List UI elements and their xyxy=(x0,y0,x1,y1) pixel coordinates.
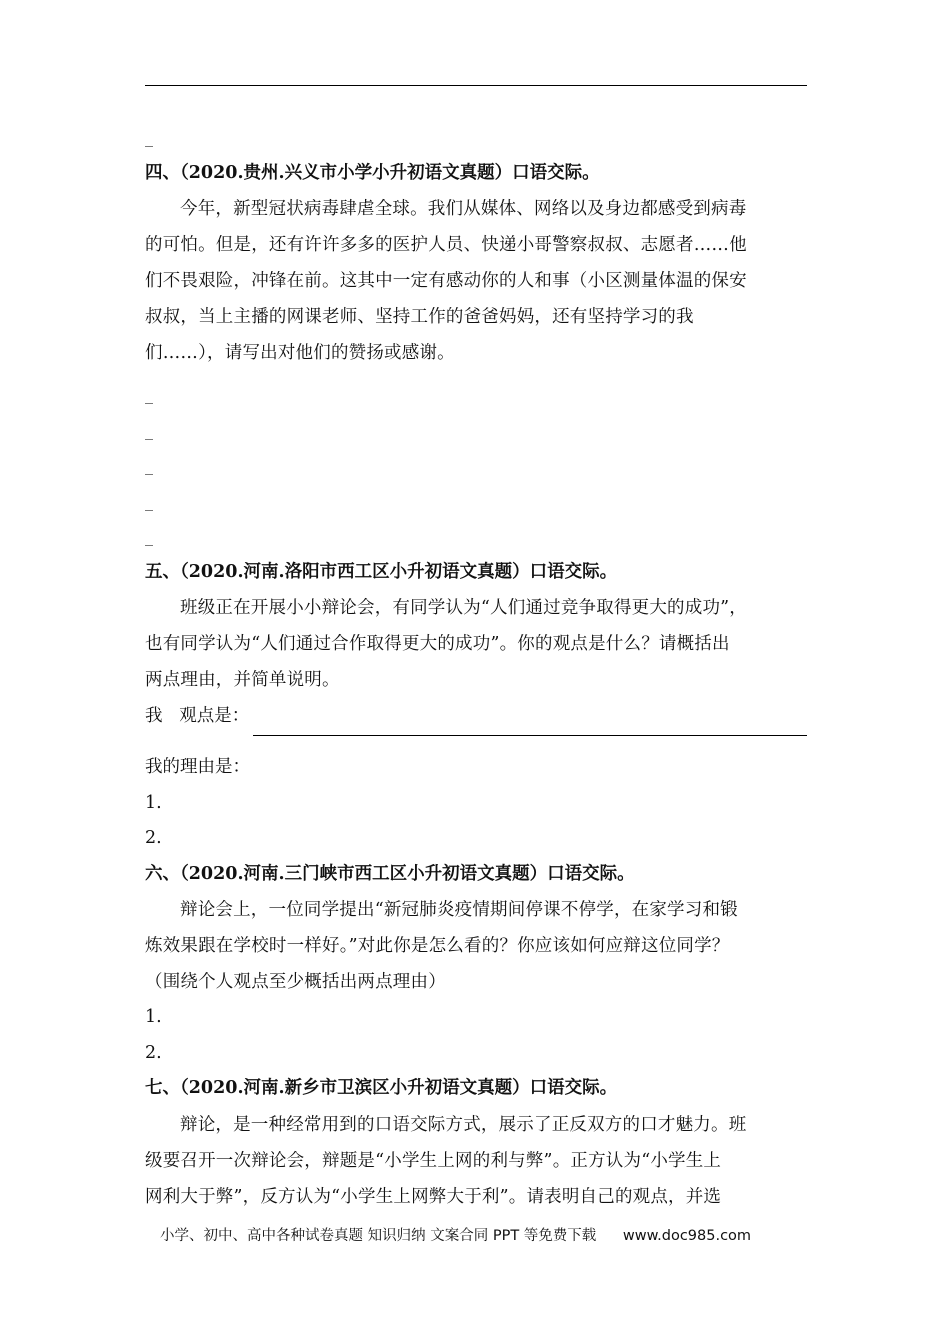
q7-line-2: 级要召开一次辩论会，辩题是“小学生上网的利与弊”。正方认为“小学生上 xyxy=(145,1150,722,1171)
q4-line-4: 叔叔，当上主播的网课老师、坚持工作的爸爸妈妈，还有坚持学习的我 xyxy=(145,307,694,327)
q6-passage xyxy=(145,892,807,1000)
q6-item-2: 2. xyxy=(145,1042,162,1063)
page-footer xyxy=(160,1224,800,1245)
q4-line-3: 们不畏艰险，冲锋在前。这其中一定有感动你的人和事（小区测量体温的保安 xyxy=(145,271,747,291)
answer-blank: _ xyxy=(145,128,153,147)
q4-line-2: 的可怕。但是，还有许许多多的医护人员、快递小哥警察叔叔、志愿者……他 xyxy=(145,235,747,255)
q5-viewpoint-row xyxy=(145,698,807,742)
header-rule xyxy=(145,85,807,86)
footer-site-link[interactable]: www.doc985.com xyxy=(622,1228,752,1244)
q4-line-1: 今年，新型冠状病毒肆虐全球。我们从媒体、网络以及身边都感受到病毒 xyxy=(180,199,747,219)
q6-line-1: 辩论会上，一位同学提出“新冠肺炎疫情期间停课不停学，在家学习和锻 xyxy=(180,900,738,920)
q6-heading: 六、（2020.河南.三门峡市西工区小升初语文真题）口语交际。 xyxy=(145,863,635,884)
q4-passage xyxy=(145,191,807,371)
answer-blank: _ xyxy=(145,420,153,440)
q5-passage xyxy=(145,590,807,698)
q4-heading: 四、（2020.贵州.兴义市小学小升初语文真题）口语交际。 xyxy=(145,162,600,183)
q5-item-1: 1. xyxy=(145,792,162,813)
q6-line-3: （围绕个人观点至少概括出两点理由） xyxy=(145,972,446,992)
answer-blank: _ xyxy=(145,527,153,546)
answer-blank: _ xyxy=(145,456,153,475)
q7-passage xyxy=(145,1107,807,1215)
q5-reason-label: 我的理由是： xyxy=(145,757,250,777)
q4-line-5: 们……），请写出对他们的赞扬或感谢。 xyxy=(145,343,455,363)
q5-viewpoint-label: 我 观点是： xyxy=(145,706,250,726)
answer-blank: _ xyxy=(145,491,153,511)
q7-heading: 七、（2020.河南.新乡市卫滨区小升初语文真题）口语交际。 xyxy=(145,1078,618,1098)
q5-line-2: 也有同学认为“人们通过合作取得更大的成功”。你的观点是什么？请概括出 xyxy=(145,634,730,654)
answer-blank: _ xyxy=(145,385,153,404)
q5-viewpoint-answer-line[interactable] xyxy=(253,709,807,736)
q7-line-1: 辩论，是一种经常用到的口语交际方式，展示了正反双方的口才魅力。班 xyxy=(180,1114,747,1135)
footer-text: 小学、初中、高中各种试卷真题 知识归纳 文案合同 PPT 等免费下载 xyxy=(160,1228,597,1244)
q5-heading: 五、（2020.河南.洛阳市西工区小升初语文真题）口语交际。 xyxy=(145,561,618,582)
q5-item-2: 2. xyxy=(145,828,162,848)
q7-line-3: 网利大于弊”，反方认为“小学生上网弊大于利”。请表明自己的观点，并选 xyxy=(145,1186,722,1207)
q5-line-3: 两点理由，并简单说明。 xyxy=(145,670,340,690)
q6-line-2: 炼效果跟在学校时一样好。”对此你是怎么看的？你应该如何应辩这位同学？ xyxy=(145,936,730,956)
q5-line-1: 班级正在开展小小辩论会，有同学认为“人们通过竞争取得更大的成功”， xyxy=(180,598,747,618)
q6-item-1: 1. xyxy=(145,1007,162,1027)
document-body xyxy=(145,120,807,1215)
